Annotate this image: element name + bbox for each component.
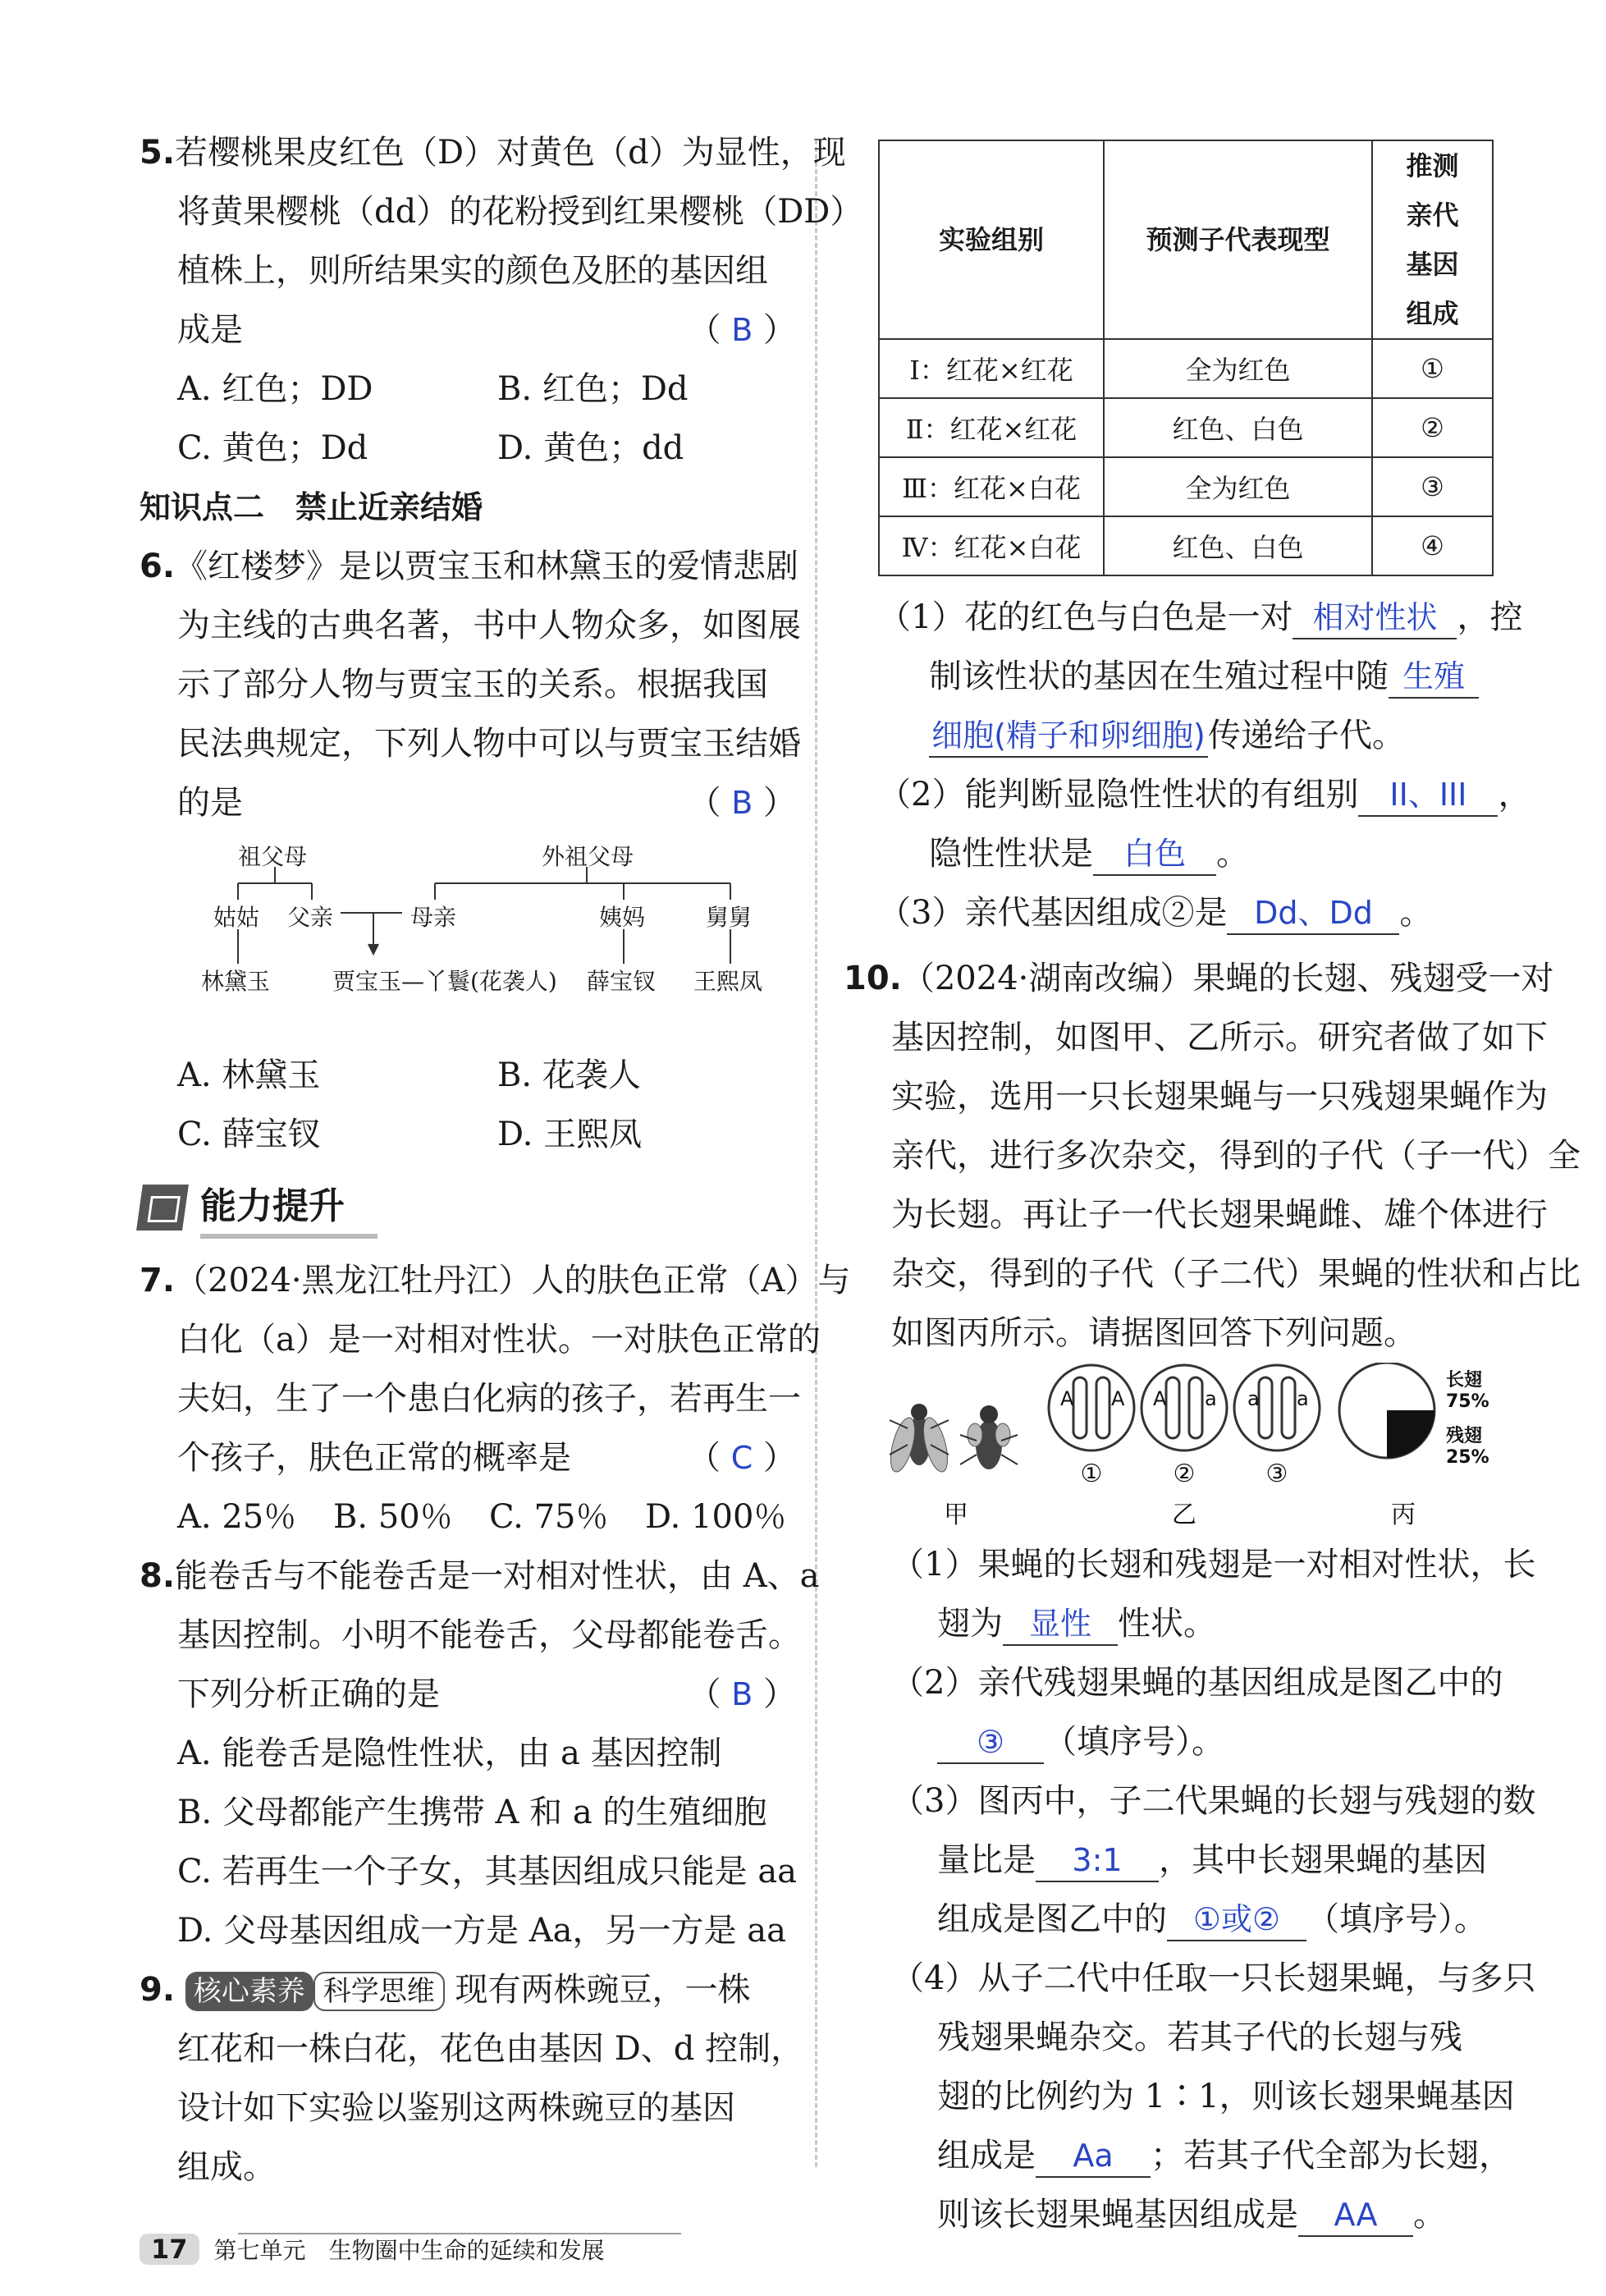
- table-row: [879, 339, 1493, 398]
- question-7: [140, 1251, 851, 1547]
- q9-part1-text: 制该性状的基因在生殖过程中随: [929, 658, 1389, 695]
- q10-number: 10.: [844, 960, 902, 997]
- q8-option-a: A. 能卷舌是隐性性状，由 a 基因控制: [177, 1735, 722, 1772]
- q10-part4-text: 残翅果蝇杂交。若其子代的长翅与残: [937, 2019, 1462, 2056]
- q9-answer-2b: 白色: [1093, 833, 1216, 876]
- q5-option-a: A. 红色；DD: [177, 370, 373, 408]
- q6-line: 为主线的古典名著，书中人物众多，如图展: [177, 607, 801, 644]
- q10-part3-text: ，其中长翅果蝇的基因: [1159, 1841, 1487, 1879]
- q5-option-b: B. 红色；Dd: [497, 370, 689, 408]
- tree-node-uncle: 舅舅: [706, 904, 753, 931]
- q6-number: 6.: [140, 548, 176, 585]
- question-5: [140, 123, 863, 478]
- q10-part4-text: 组成是: [937, 2137, 1036, 2175]
- q8-answer: B: [731, 1676, 753, 1712]
- q10-part1-text: （1）果蝇的长翅和残翅是一对相对性状，长: [891, 1546, 1536, 1583]
- q7-number: 7.: [140, 1262, 176, 1299]
- q10-part4-text: 翅的比例约为 1∶1，则该长翅果蝇基因: [937, 2078, 1515, 2115]
- q9-line: 设计如下实验以鉴别这两株豌豆的基因: [177, 2089, 735, 2127]
- tree-node-lin: 林黛玉: [201, 968, 271, 995]
- table-cell: Ⅱ：红花×红花: [879, 398, 1104, 457]
- q10-line: 亲代，进行多次杂交，得到的子代（子一代）全: [891, 1137, 1581, 1175]
- ability-banner: [140, 1171, 796, 1244]
- table-cell: ③: [1372, 457, 1493, 516]
- cell-label: ①: [1080, 1460, 1103, 1488]
- q5-answer: B: [731, 312, 753, 348]
- table-row: [879, 516, 1493, 575]
- q10-line: （2024·湖南改编）果蝇的长翅、残翅受一对: [901, 960, 1554, 997]
- q5-line: 若樱桃果皮红色（D）对黄色（d）为显性，现: [175, 134, 846, 172]
- table-cell: 全为红色: [1104, 339, 1372, 398]
- q6-option-a: A. 林黛玉: [177, 1056, 321, 1094]
- banner-icon: [136, 1185, 189, 1230]
- q7-line: 夫妇，生了一个患白化病的孩子，若再生一: [177, 1380, 801, 1418]
- gene-label: a: [1205, 1387, 1217, 1410]
- table-cell: ④: [1372, 516, 1493, 575]
- q9-answer-1c: 细胞(精子和卵细胞): [929, 715, 1208, 758]
- q5-option-d: D. 黄色；dd: [497, 429, 684, 467]
- q10-line: 基因控制，如图甲、乙所示。研究者做了如下: [891, 1019, 1548, 1056]
- q10-answer-2: ③: [937, 1721, 1044, 1764]
- q9-number: 9.: [140, 1971, 176, 2009]
- q8-option-d: D. 父母基因组成一方是 Aa，另一方是 aa: [177, 1912, 786, 1950]
- q10-part1-text: 翅为: [937, 1605, 1003, 1643]
- q9-answer-2: II、III: [1358, 774, 1498, 817]
- wing-ratio-pie-chart: [1339, 1363, 1434, 1458]
- q10-part3-text: （填序号）。: [1306, 1900, 1487, 1938]
- q10-line: 杂交，得到的子代（子二代）果蝇的性状和占比: [891, 1255, 1581, 1293]
- q6-line: 示了部分人物与贾宝玉的关系。根据我国: [177, 666, 768, 703]
- gene-label: a: [1297, 1387, 1309, 1410]
- figure-label-bing: 丙: [1391, 1501, 1416, 1529]
- core-literacy-tag: 核心素养: [185, 1972, 313, 2011]
- tree-node-aunt: 姑姑: [213, 904, 260, 931]
- q6-option-b: B. 花袭人: [497, 1056, 641, 1094]
- q10-part3-text: 组成是图乙中的: [937, 1900, 1167, 1938]
- q8-answer-paren: （ B ）: [688, 1675, 796, 1713]
- tree-node-maternal-grandparents: 外祖父母: [542, 843, 634, 870]
- q10-answer-1: 显性: [1003, 1603, 1118, 1646]
- q6-option-d: D. 王熙凤: [497, 1116, 643, 1153]
- q8-option-b: B. 父母都能产生携带 A 和 a 的生殖细胞: [177, 1794, 767, 1831]
- q7-answer: C: [730, 1440, 753, 1476]
- q5-number: 5.: [140, 134, 176, 172]
- q10-part2-text: （2）亲代残翅果蝇的基因组成是图乙中的: [891, 1664, 1503, 1702]
- question-9-parts: [878, 588, 1531, 942]
- q10-part3-text: 量比是: [937, 1841, 1036, 1879]
- left-column: [140, 123, 863, 2197]
- q8-option-c: C. 若再生一个子女，其基因组成只能是 aa: [177, 1853, 798, 1890]
- q6-line: 《红楼梦》是以贾宝玉和林黛玉的爱情悲剧: [175, 548, 799, 585]
- pie-label-long: 长翅: [1446, 1370, 1483, 1391]
- pie-label-short: 残翅: [1446, 1426, 1483, 1446]
- q7-line: 个孩子，肤色正常的概率是: [177, 1439, 571, 1477]
- long-wing-fly-icon: [886, 1404, 953, 1474]
- q8-line: 基因控制。小明不能卷舌，父母都能卷舌。: [177, 1616, 801, 1654]
- q8-number: 8.: [140, 1557, 176, 1595]
- science-thinking-tag: 科学思维: [313, 1972, 445, 2011]
- q9-answer-1b: 生殖: [1389, 656, 1479, 699]
- q7-answer-paren: （ C ）: [688, 1439, 796, 1477]
- tree-node-mother: 母亲: [410, 904, 457, 931]
- tree-node-xue: 薛宝钗: [587, 968, 657, 995]
- q6-line: 民法典规定，下列人物中可以与贾宝玉结婚: [177, 725, 801, 763]
- q10-answer-4b: AA: [1298, 2194, 1413, 2237]
- q10-line: 实验，选用一只长翅果蝇与一只残翅果蝇作为: [891, 1078, 1548, 1116]
- q7-option-d: D. 100％: [645, 1498, 787, 1536]
- figure-label-jia: 甲: [944, 1501, 968, 1529]
- q7-option-c: C. 75％: [489, 1498, 609, 1536]
- table-cell: ①: [1372, 339, 1493, 398]
- q5-line: 成是: [177, 311, 243, 349]
- q10-line: 如图丙所示。请据图回答下列问题。: [891, 1314, 1416, 1352]
- q10-part3-text: （3）图丙中，子二代果蝇的长翅与残翅的数: [891, 1782, 1536, 1820]
- family-tree-diagram: [140, 832, 796, 1046]
- q6-line: 的是: [177, 784, 243, 822]
- gene-label: A: [1153, 1387, 1167, 1410]
- q9-part2-text: （2）能判断显隐性性状的有组别: [878, 776, 1359, 813]
- table-header-row: [879, 140, 1493, 339]
- q9-part1-text: 传递给子代。: [1208, 717, 1405, 754]
- pie-slice-short: [1387, 1410, 1434, 1458]
- q9-part1-text: （1）花的红色与白色是一对: [878, 598, 1293, 636]
- footer-unit: 第七单元: [213, 2237, 306, 2264]
- table-row: [879, 457, 1493, 516]
- table-cell: Ⅲ：红花×白花: [879, 457, 1104, 516]
- question-9-intro: [140, 1960, 804, 2197]
- q8-line: 能卷舌与不能卷舌是一对相对性状，由 A、a: [175, 1557, 820, 1595]
- q9-part3-text: （3）亲代基因组成②是: [878, 894, 1228, 932]
- q10-answer-3b: ①或②: [1167, 1899, 1306, 1941]
- table-header: 实验组别: [879, 140, 1104, 339]
- q9-line: 组成。: [177, 2148, 276, 2186]
- table-cell: Ⅳ：红花×白花: [879, 516, 1104, 575]
- table-header: 推测亲代基因组成: [1372, 140, 1493, 339]
- q5-line: 植株上，则所结果实的颜色及胚的基因组: [177, 252, 768, 290]
- tree-node-father: 父亲: [287, 904, 334, 931]
- q9-line: 现有两株豌豆，一株: [455, 1971, 751, 2009]
- tree-node-maternal-aunt: 姨妈: [599, 904, 646, 931]
- table-cell: 全为红色: [1104, 457, 1372, 516]
- q10-line: 为长翅。再让子一代长翅果蝇雌、雄个体进行: [891, 1196, 1548, 1234]
- q5-option-c: C. 黄色；Dd: [177, 429, 368, 467]
- q6-answer-paren: （ B ）: [688, 784, 796, 822]
- right-column: [844, 140, 1581, 2244]
- q10-answer-3: 3:1: [1036, 1840, 1159, 1882]
- footer-title: 生物圈中生命的延续和发展: [328, 2237, 605, 2264]
- q10-part4-text: 。: [1413, 2196, 1446, 2234]
- q9-part1-text: ，控: [1457, 598, 1523, 636]
- q6-option-c: C. 薛宝钗: [177, 1116, 321, 1153]
- q7-option-b: B. 50％: [333, 1498, 453, 1536]
- table-row: [879, 398, 1493, 457]
- q10-answer-4: Aa: [1036, 2135, 1151, 2178]
- fruit-fly-figure: [878, 1363, 1502, 1535]
- pie-value-long: 75%: [1446, 1391, 1489, 1412]
- table-header: 预测子代表现型: [1104, 140, 1372, 339]
- question-8: [140, 1547, 820, 1960]
- tree-node-grandparents: 祖父母: [238, 843, 308, 870]
- q10-part4-text: 则该长翅果蝇基因组成是: [937, 2196, 1298, 2234]
- gene-label: A: [1111, 1387, 1125, 1410]
- section-heading: 知识点二 禁止近亲结婚: [140, 489, 483, 525]
- q10-part1-text: 性状。: [1118, 1605, 1216, 1643]
- page-footer: [140, 2233, 681, 2279]
- q8-line: 下列分析正确的是: [177, 1675, 440, 1713]
- banner-title: 能力提升: [200, 1176, 377, 1239]
- table-cell: 红色、白色: [1104, 516, 1372, 575]
- q7-option-a: A. 25％: [177, 1498, 297, 1536]
- table-cell: ②: [1372, 398, 1493, 457]
- q9-part2-text: 。: [1216, 835, 1249, 873]
- gene-label: a: [1247, 1387, 1260, 1410]
- experiment-table: [878, 140, 1494, 576]
- pie-value-short: 25%: [1446, 1447, 1489, 1468]
- q6-answer: B: [731, 785, 753, 821]
- table-cell: 红色、白色: [1104, 398, 1372, 457]
- q7-line: （2024·黑龙江牡丹江）人的肤色正常（A）与: [175, 1262, 851, 1299]
- figure-label-yi: 乙: [1172, 1501, 1196, 1529]
- question-10: [844, 949, 1581, 2244]
- q9-line: 红花和一株白花，花色由基因 D、d 控制，: [177, 2030, 804, 2068]
- q9-part2-text: 隐性性状是: [929, 835, 1093, 873]
- gene-label: A: [1060, 1387, 1074, 1410]
- q5-line: 将黄果樱桃（dd）的花粉授到红果樱桃（DD）: [177, 193, 863, 231]
- q5-answer-paren: （ B ）: [688, 311, 796, 349]
- cell-label: ②: [1173, 1460, 1196, 1488]
- page-number: 17: [140, 2234, 199, 2265]
- q10-part2-text: （填序号）。: [1044, 1723, 1224, 1761]
- q10-part4-text: ；若其子代全部为长翅，: [1151, 2137, 1512, 2175]
- tree-node-jia: 贾宝玉—丫鬟(花袭人): [332, 968, 557, 995]
- question-6: [140, 537, 801, 1164]
- q7-line: 白化（a）是一对相对性状。一对肤色正常的: [177, 1321, 821, 1359]
- short-wing-fly-icon: [960, 1405, 1018, 1469]
- table-cell: Ⅰ：红花×红花: [879, 339, 1104, 398]
- q9-part3-text: 。: [1399, 894, 1433, 932]
- q9-part2-text: ，: [1498, 776, 1531, 813]
- q9-answer-3: Dd、Dd: [1227, 892, 1399, 935]
- tree-node-wang: 王熙凤: [693, 968, 763, 995]
- q9-answer-1: 相对性状: [1293, 597, 1457, 639]
- cell-label: ③: [1265, 1460, 1288, 1488]
- q10-part4-text: （4）从子二代中任取一只长翅果蝇，与多只: [891, 1959, 1536, 1997]
